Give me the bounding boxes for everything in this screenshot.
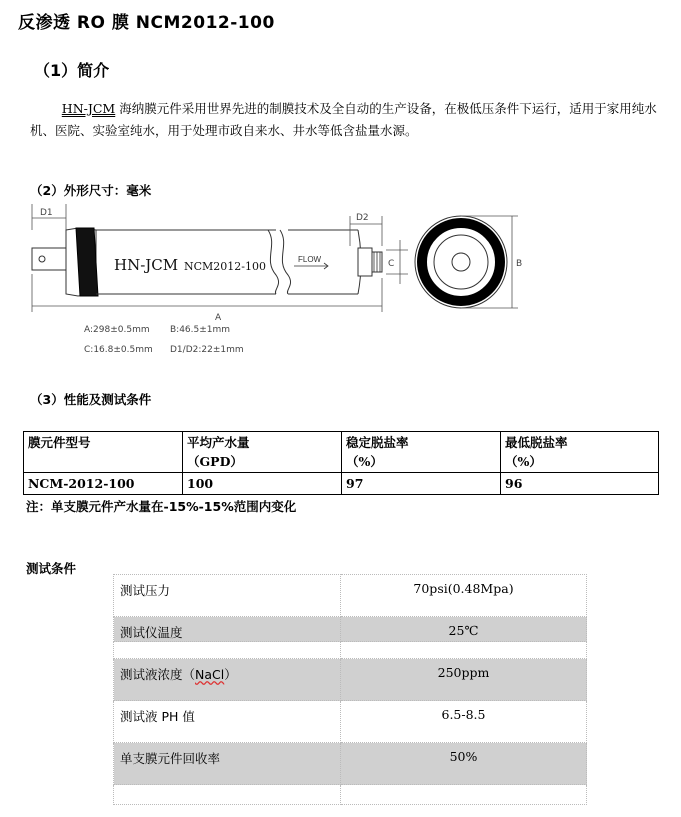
test-row	[114, 743, 587, 785]
dim-a: A:298±0.5mm	[84, 325, 150, 335]
cell-stable-rejection: 97	[342, 473, 501, 495]
note-text: 注：单支膜元件产水量在-15%-15%范围内变化	[26, 499, 297, 514]
label-a: A	[215, 313, 222, 323]
test-row-spacer	[114, 642, 587, 659]
element-text-brand: HN-JCM	[114, 256, 179, 274]
test-label: 测试仪温度	[114, 617, 341, 642]
header-cell: 膜元件型号	[24, 432, 183, 473]
cell-min-rejection: 96	[501, 473, 659, 495]
test-label: 测试液 PH 值	[114, 701, 341, 743]
test-conditions-table	[113, 574, 587, 805]
intro-paragraph	[30, 98, 670, 142]
test-value: 70psi(0.48Mpa)	[341, 575, 587, 617]
page-title: 反渗透 RO 膜 NCM2012-100	[18, 13, 275, 33]
test-value: 6.5-8.5	[341, 701, 587, 743]
dim-c: C:16.8±0.5mm	[84, 345, 153, 355]
test-value: 25℃	[341, 617, 587, 642]
section-heading-performance: （3）性能及测试条件	[30, 392, 152, 407]
test-row	[114, 575, 587, 617]
cell-model: NCM-2012-100	[24, 473, 183, 495]
header-cell: 稳定脱盐率 （%）	[342, 432, 501, 473]
test-label: 测试液浓度（NaCl）	[114, 659, 341, 701]
dim-b: B:46.5±1mm	[170, 325, 231, 335]
label-d1: D1	[40, 208, 53, 218]
header-cell: 平均产水量 （GPD）	[183, 432, 342, 473]
cell-flow: 100	[183, 473, 342, 495]
label-b: B	[516, 259, 523, 269]
membrane-diagram	[28, 200, 548, 370]
test-value: 250ppm	[341, 659, 587, 701]
test-label: 测试压力	[114, 575, 341, 617]
test-value: 50%	[341, 743, 587, 785]
label-c: C	[388, 259, 395, 269]
performance-table	[23, 431, 659, 495]
test-row-empty	[114, 785, 587, 805]
header-cell: 最低脱盐率 （%）	[501, 432, 659, 473]
label-d2: D2	[356, 213, 369, 223]
test-row	[114, 701, 587, 743]
section-heading-dimensions: （2）外形尺寸：毫米	[30, 183, 152, 198]
performance-data-row	[24, 473, 659, 495]
dim-d: D1/D2:22±1mm	[170, 345, 244, 355]
performance-header-row	[24, 432, 659, 473]
test-label: 单支膜元件回收率	[114, 743, 341, 785]
intro-text: 海纳膜元件采用世界先进的制膜技术及全自动的生产设备，在极低压条件下运行，适用于家用纯水机、医院、实验室纯水，用于处理市政自来水、井水等低含盐量水源。	[30, 101, 657, 138]
test-row	[114, 617, 587, 642]
section-heading-intro: （1）简介	[34, 61, 110, 80]
test-row	[114, 659, 587, 701]
brand-name: HN-JCM	[61, 101, 116, 116]
end-view-tube	[452, 253, 470, 271]
flow-label: FLOW	[298, 255, 322, 264]
brine-seal	[76, 228, 98, 296]
element-text-model: NCM2012-100	[184, 260, 267, 273]
test-conditions-heading: 测试条件	[26, 561, 77, 576]
